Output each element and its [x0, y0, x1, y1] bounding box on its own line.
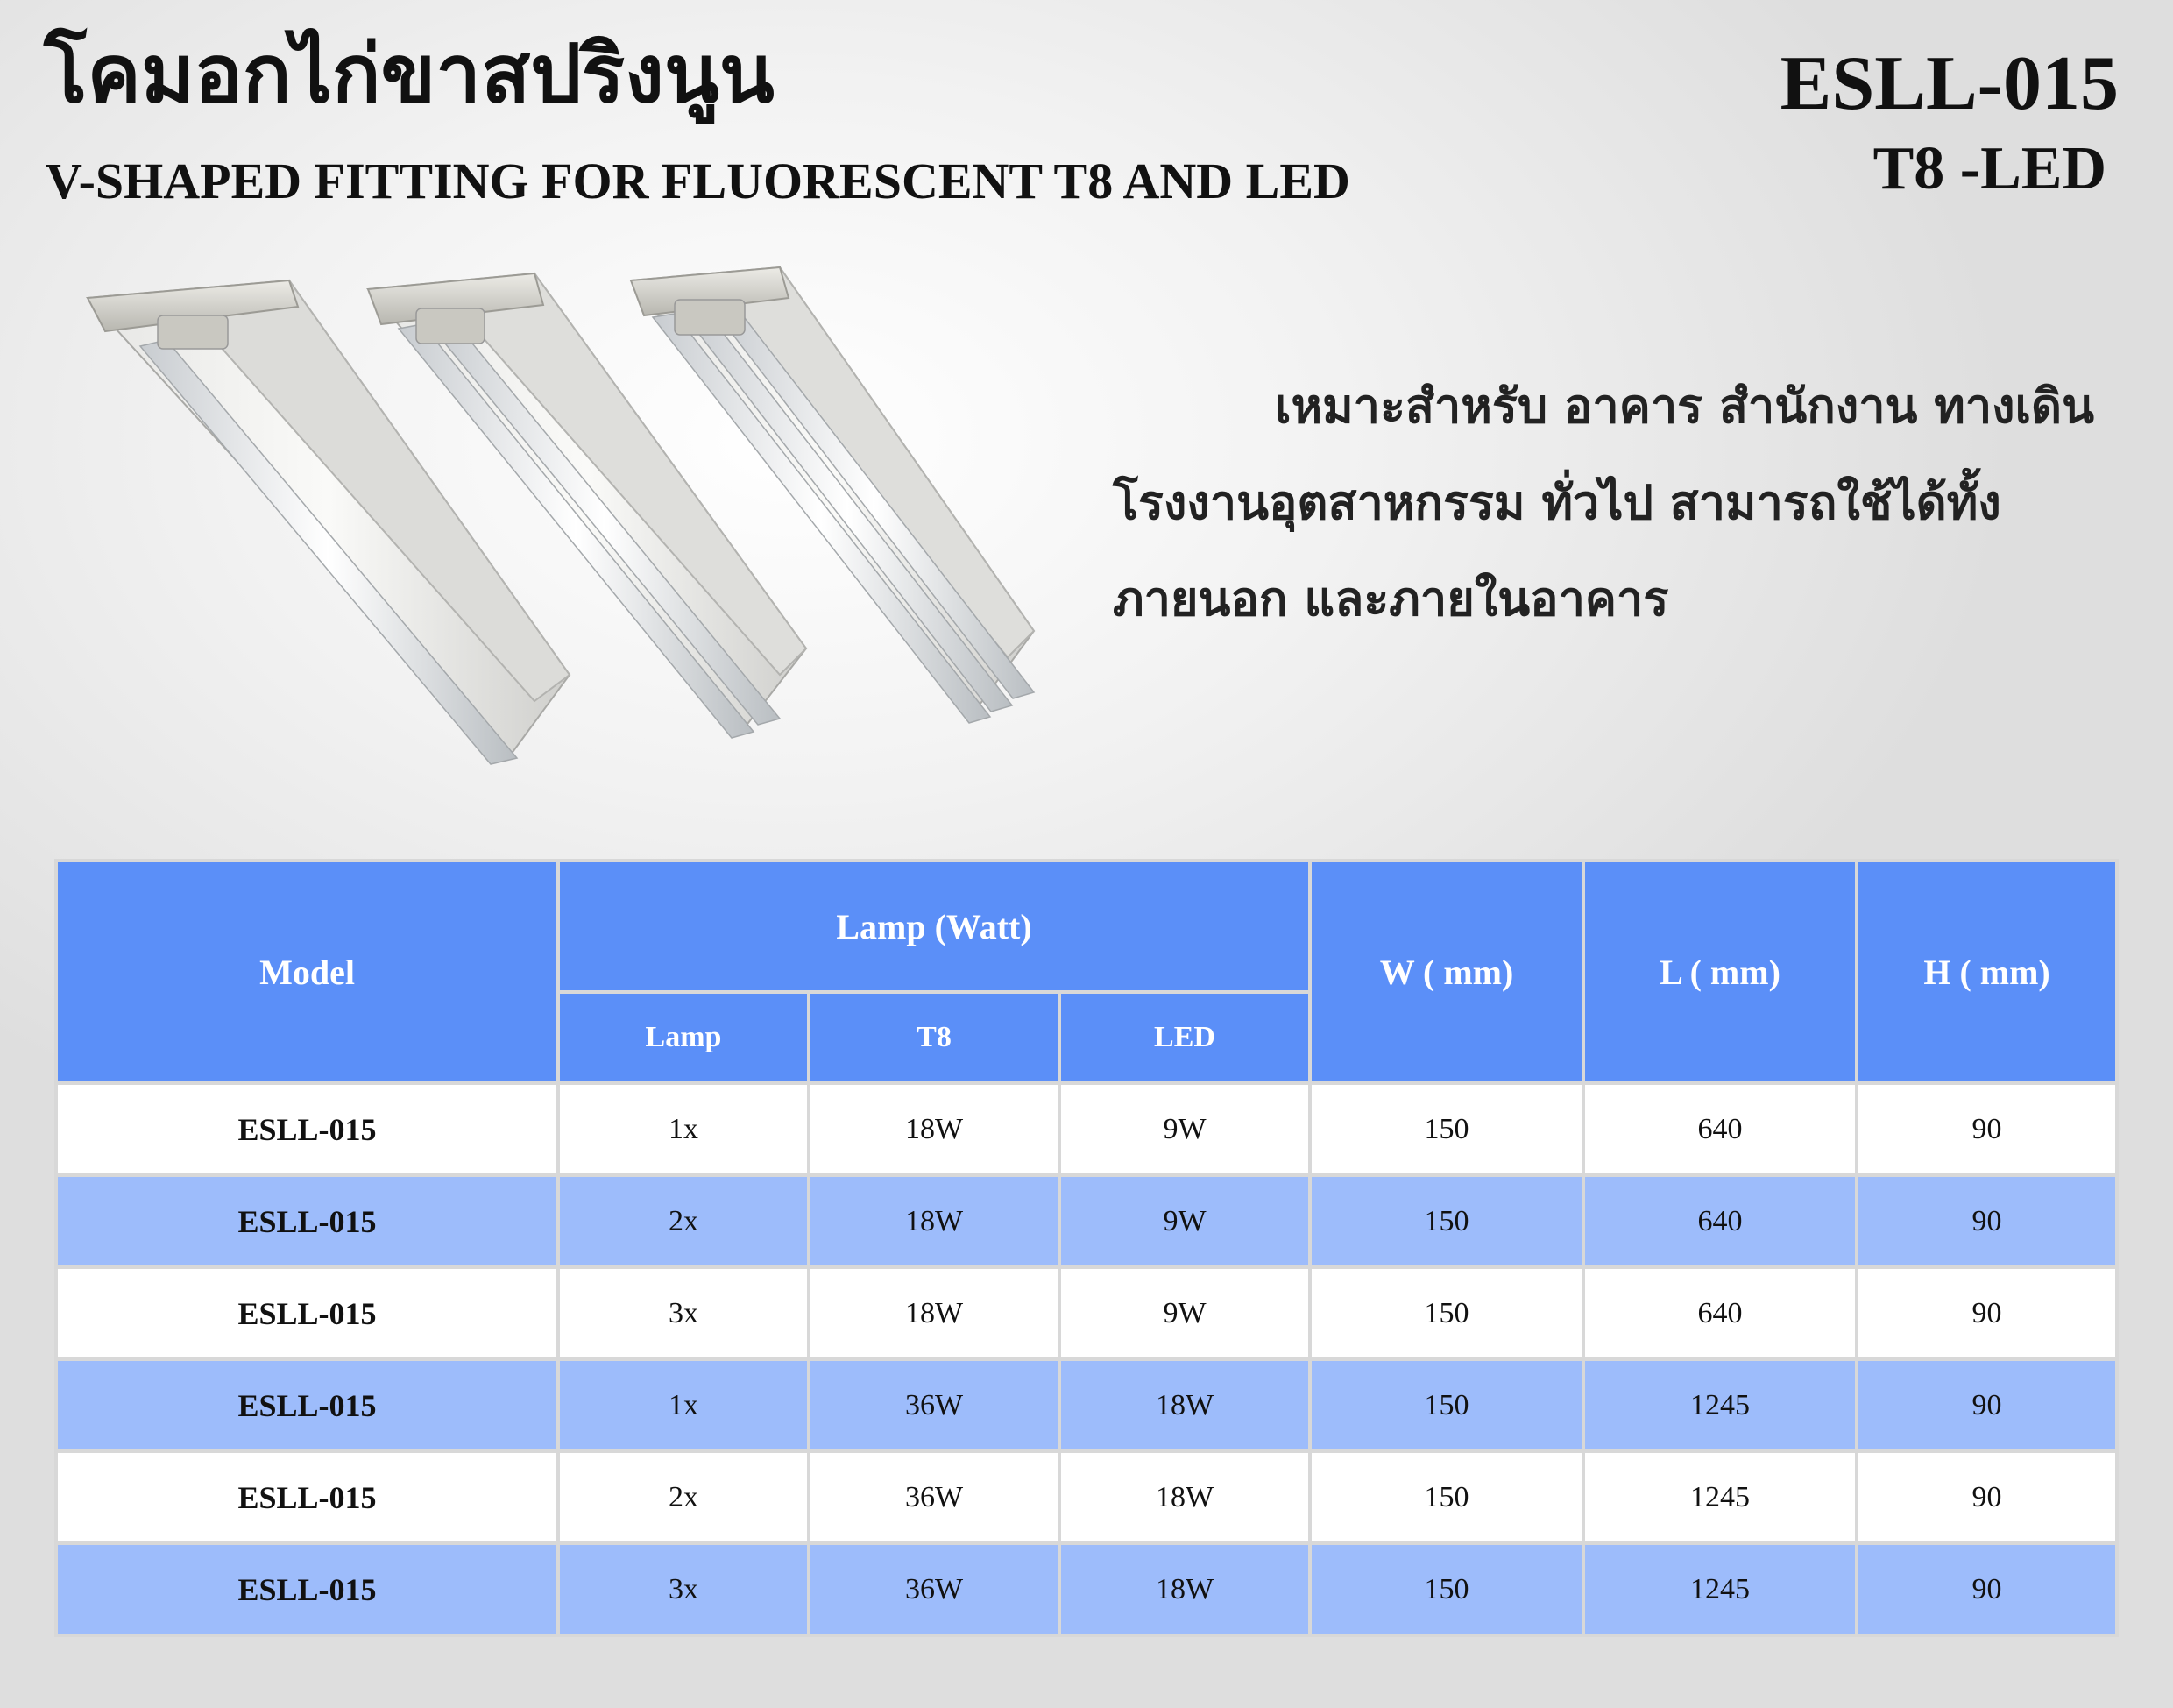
cell-lamp: 1x [558, 1083, 809, 1175]
header-model: Model [56, 861, 558, 1083]
cell-height: 90 [1857, 1175, 2117, 1267]
cell-lamp: 2x [558, 1451, 809, 1543]
header-t8: T8 [809, 992, 1059, 1083]
description-line: ภายนอก และภายในอาคาร [1113, 571, 1669, 627]
cell-led: 9W [1059, 1175, 1310, 1267]
cell-model: ESLL-015 [56, 1175, 558, 1267]
cell-height: 90 [1857, 1267, 2117, 1359]
cell-led: 18W [1059, 1451, 1310, 1543]
header-height: H ( mm) [1857, 861, 2117, 1083]
cell-t8: 36W [809, 1359, 1059, 1451]
description-line: โรงงานอุตสาหกรรม ทั่วไป สามารถใช้ได้ทั้ง [1113, 474, 2001, 530]
cell-t8: 18W [809, 1175, 1059, 1267]
cell-length: 640 [1583, 1175, 1857, 1267]
cell-model: ESLL-015 [56, 1451, 558, 1543]
cell-lamp: 1x [558, 1359, 809, 1451]
cell-model: ESLL-015 [56, 1267, 558, 1359]
cell-t8: 18W [809, 1083, 1059, 1175]
cell-t8: 36W [809, 1543, 1059, 1635]
cell-t8: 36W [809, 1451, 1059, 1543]
table-row [56, 1359, 2117, 1451]
table-row [56, 1267, 2117, 1359]
cell-lamp: 3x [558, 1267, 809, 1359]
cell-width: 150 [1310, 1451, 1583, 1543]
cell-led: 18W [1059, 1543, 1310, 1635]
table-row [56, 1543, 2117, 1635]
cell-width: 150 [1310, 1359, 1583, 1451]
description-line: เหมาะสำหรับ อาคาร สำนักงาน ทางเดิน [1275, 378, 2094, 434]
header-width: W ( mm) [1310, 861, 1583, 1083]
cell-model: ESLL-015 [56, 1359, 558, 1451]
cell-model: ESLL-015 [56, 1543, 558, 1635]
model-type: T8 -LED [1872, 135, 2106, 202]
cell-length: 1245 [1583, 1451, 1857, 1543]
cell-model: ESLL-015 [56, 1083, 558, 1175]
header-led: LED [1059, 992, 1310, 1083]
cell-height: 90 [1857, 1083, 2117, 1175]
cell-led: 9W [1059, 1267, 1310, 1359]
product-image [79, 263, 1095, 789]
cell-height: 90 [1857, 1451, 2117, 1543]
title-thai: โคมอกไก่ขาสปริงนูน [44, 26, 775, 121]
cell-height: 90 [1857, 1543, 2117, 1635]
cell-length: 640 [1583, 1083, 1857, 1175]
spec-table [54, 859, 2119, 1637]
cell-lamp: 2x [558, 1175, 809, 1267]
cell-length: 1245 [1583, 1543, 1857, 1635]
cell-led: 9W [1059, 1083, 1310, 1175]
cell-width: 150 [1310, 1083, 1583, 1175]
cell-width: 150 [1310, 1175, 1583, 1267]
table-row [56, 1451, 2117, 1543]
cell-width: 150 [1310, 1267, 1583, 1359]
table-row [56, 1175, 2117, 1267]
header-length: L ( mm) [1583, 861, 1857, 1083]
header-lamp-watt: Lamp (Watt) [558, 861, 1310, 992]
cell-length: 1245 [1583, 1359, 1857, 1451]
header-lamp: Lamp [558, 992, 809, 1083]
table-row [56, 1083, 2117, 1175]
description [1113, 358, 2094, 647]
cell-width: 150 [1310, 1543, 1583, 1635]
cell-height: 90 [1857, 1359, 2117, 1451]
cell-t8: 18W [809, 1267, 1059, 1359]
cell-lamp: 3x [558, 1543, 809, 1635]
cell-length: 640 [1583, 1267, 1857, 1359]
title-english: V-SHAPED FITTING FOR FLUORESCENT T8 AND LED [46, 152, 1350, 209]
cell-led: 18W [1059, 1359, 1310, 1451]
model-code: ESLL-015 [1780, 41, 2119, 126]
